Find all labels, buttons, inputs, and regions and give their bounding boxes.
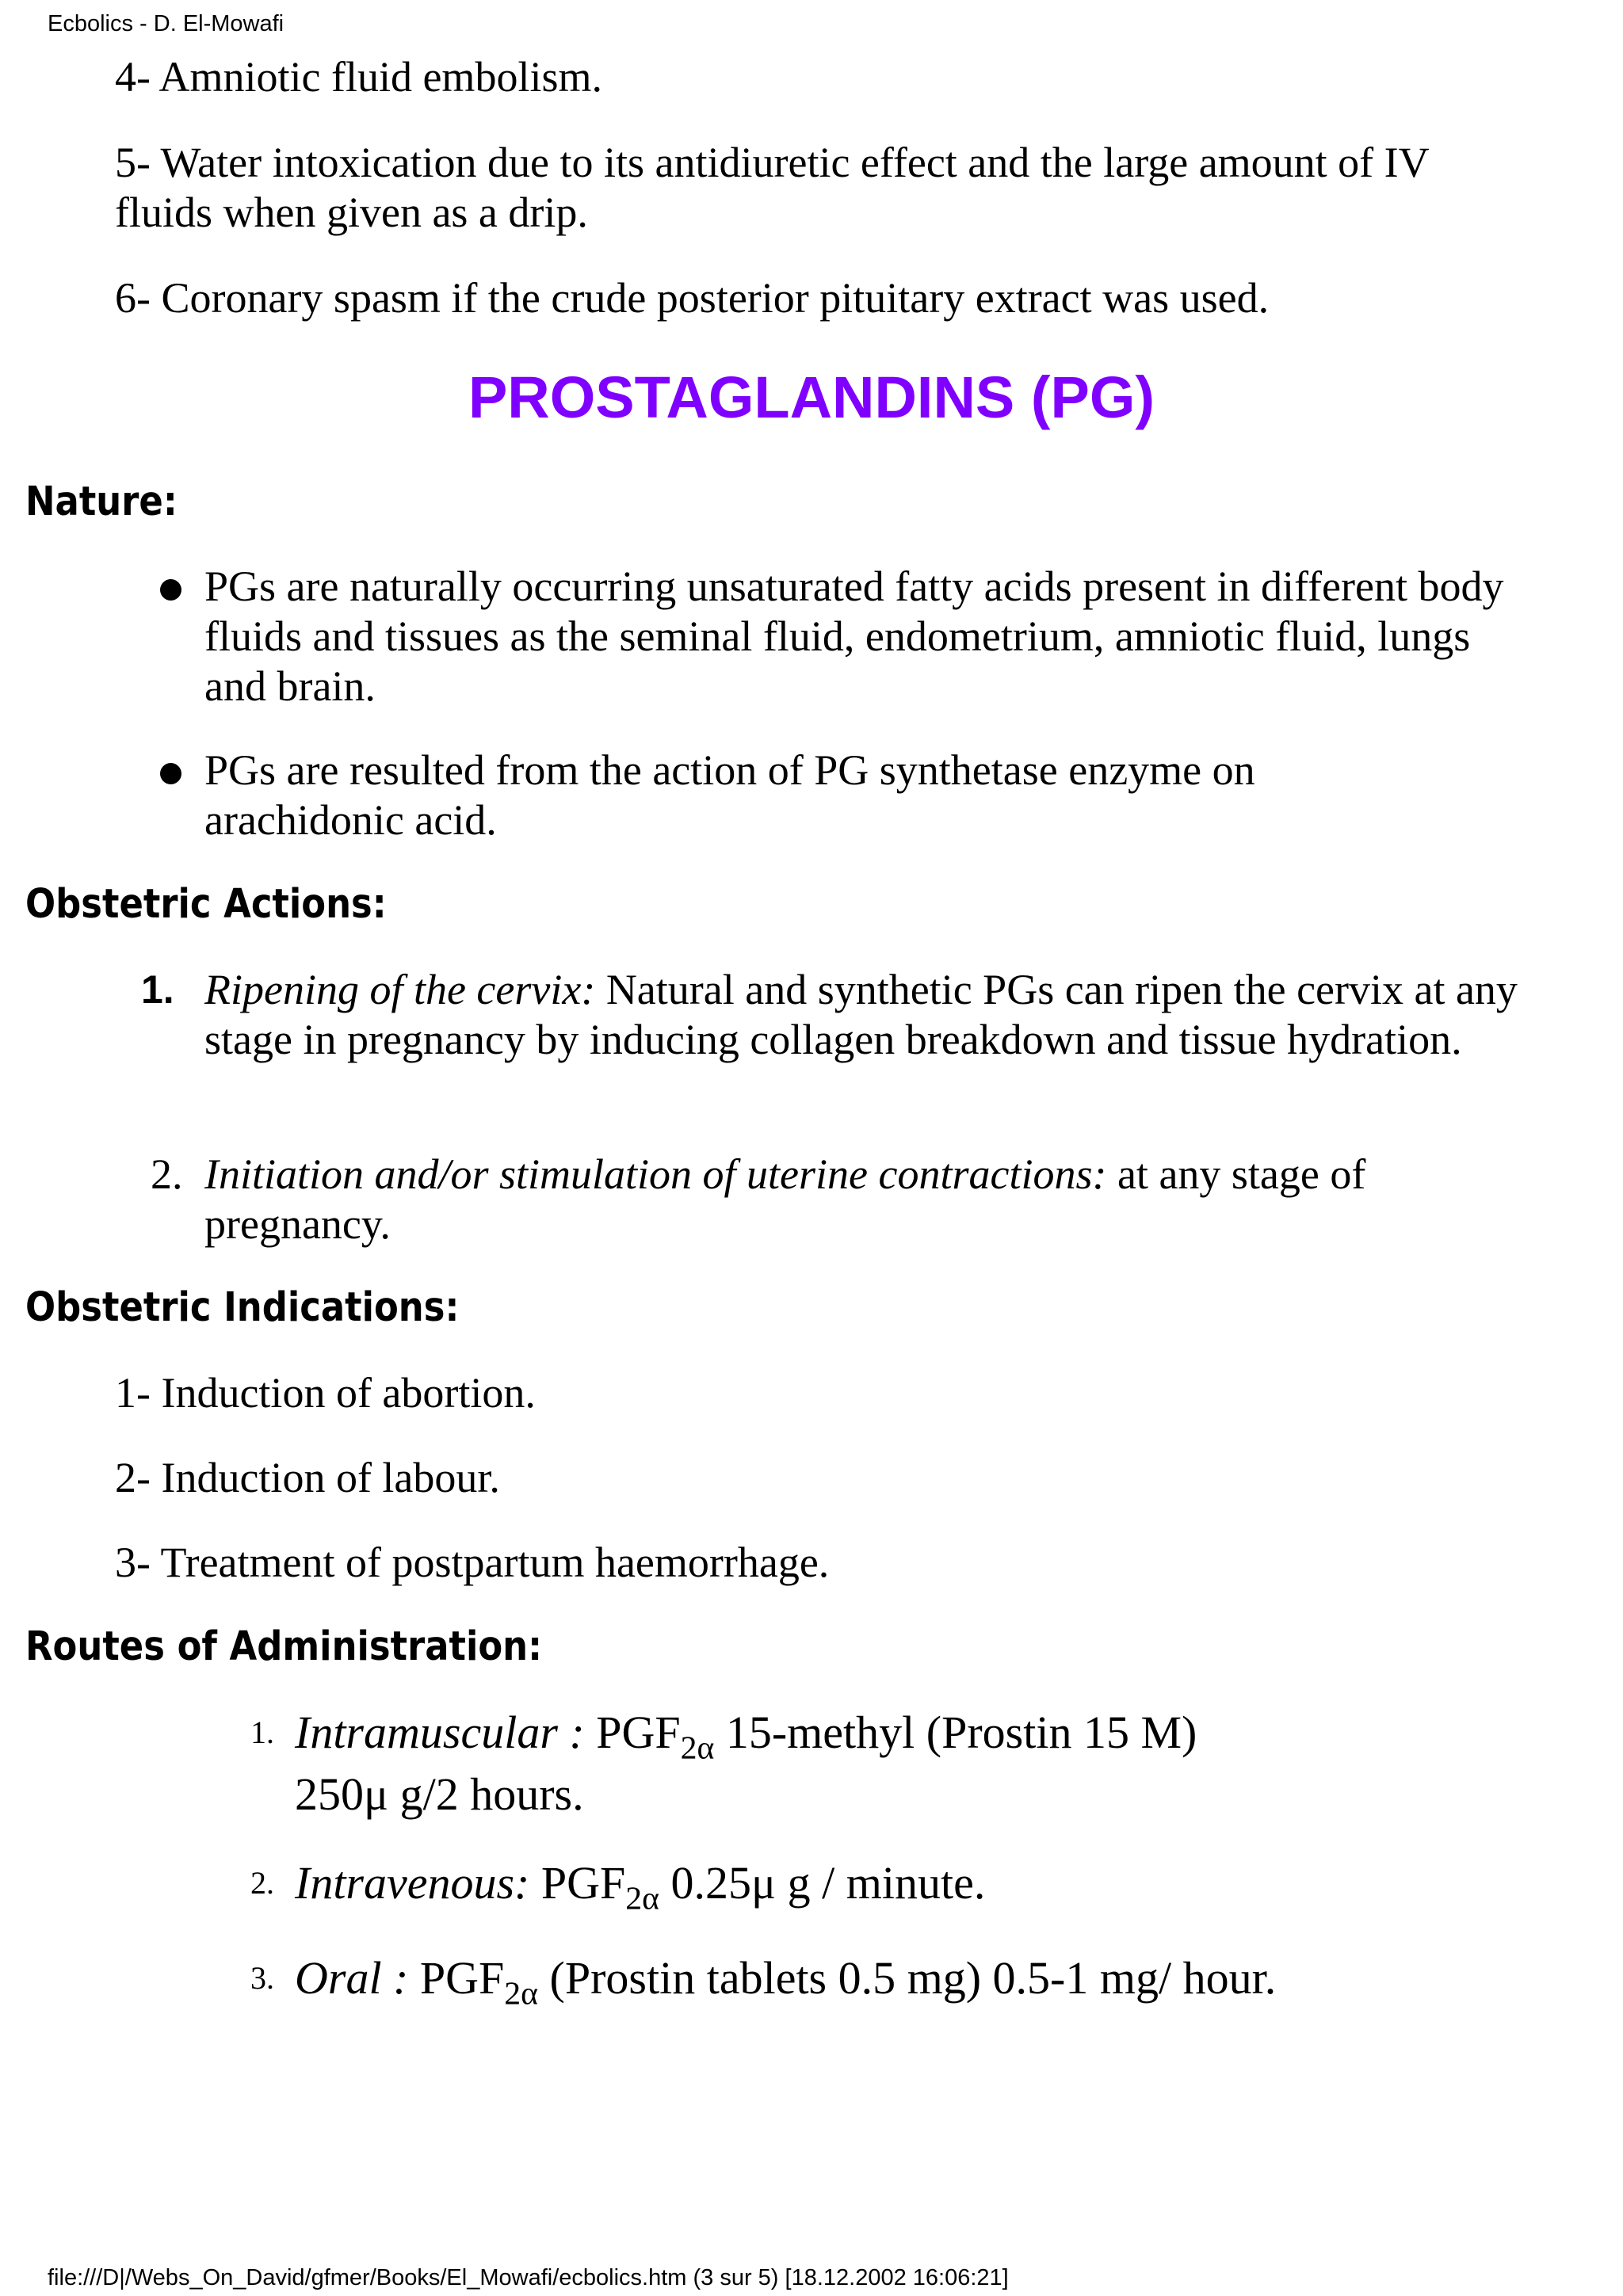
action-number: 2. <box>151 1150 183 1198</box>
nature-bullet-text: PGs are naturally occurring unsaturated fatty acids present in different body fluids and tissues as the seminal fluid, endometrium, amniotic fluid, lungs and brain. <box>204 563 1504 710</box>
route-drug: PGF <box>529 1857 626 1909</box>
indication-item: 2- Induction of labour. <box>115 1454 500 1501</box>
route-drug: PGF <box>584 1707 681 1758</box>
route-drug-subscript: 2α <box>504 1975 539 2012</box>
route-drug-subscript: 2α <box>680 1730 715 1767</box>
action-term: Initiation and/or stimulation of uterine contractions: <box>204 1150 1107 1198</box>
indication-item: 1- Induction of abortion. <box>115 1369 536 1417</box>
route-drug: PGF <box>408 1952 505 2004</box>
route-dose: 15-methyl (Prostin 15 M) <box>714 1707 1197 1758</box>
bullet-icon <box>160 763 181 784</box>
route-dose-line2: 250μ g/2 hours. <box>295 1768 584 1820</box>
route-item <box>295 1702 1197 1767</box>
action-item <box>204 965 1528 1065</box>
route-number: 2. <box>250 1865 274 1901</box>
complication-item: 6- Coronary spasm if the crude posterior pituitary extract was used. <box>115 274 1270 322</box>
nature-bullet-text: PGs are resulted from the action of PG synthetase enzyme on arachidonic acid. <box>204 746 1255 844</box>
action-text: Natural and synthetic PGs can ripen the cervix at any stage in pregnancy by inducing collagen breakdown and tissue hydration. <box>204 966 1518 1063</box>
complication-item: 5- Water intoxication due to its antidiuretic effect and the large amount of IV fluids when given as a drip. <box>115 139 1429 236</box>
indication-item: 3- Treatment of postpartum haemorrhage. <box>115 1539 830 1586</box>
complication-item: 4- Amniotic fluid embolism. <box>115 53 602 101</box>
section-title: PROSTAGLANDINS (PG) <box>468 364 1155 430</box>
action-number: 1. <box>141 967 174 1012</box>
action-term: Ripening of the cervix: <box>204 966 596 1013</box>
route-dose: (Prostin tablets 0.5 mg) 0.5-1 mg/ hour. <box>538 1952 1277 2004</box>
indications-heading: Obstetric Indications: <box>25 1284 460 1331</box>
page-header-title: Ecbolics - D. El-Mowafi <box>48 11 285 36</box>
bullet-icon <box>160 579 181 601</box>
action-text: at any stage of pregnancy. <box>204 1150 1366 1248</box>
actions-heading: Obstetric Actions: <box>25 881 387 928</box>
route-item <box>295 1852 986 1917</box>
route-number: 3. <box>250 1960 274 1996</box>
route-term: Intravenous: <box>295 1857 530 1909</box>
action-item <box>204 1150 1472 1249</box>
route-number: 1. <box>250 1714 274 1750</box>
route-drug-subscript: 2α <box>625 1880 660 1917</box>
nature-heading: Nature: <box>25 479 178 525</box>
routes-heading: Routes of Administration: <box>25 1623 543 1670</box>
route-term: Oral : <box>295 1952 409 2004</box>
page-footer-path: file:///D|/Webs_On_David/gfmer/Books/El_Mowafi/ecbolics.htm (3 sur 5) [18.12.2002 16:06:21] <box>48 2265 1009 2290</box>
route-item <box>295 1947 1277 2012</box>
route-term: Intramuscular : <box>295 1707 585 1758</box>
route-dose: 0.25μ g / minute. <box>659 1857 986 1909</box>
